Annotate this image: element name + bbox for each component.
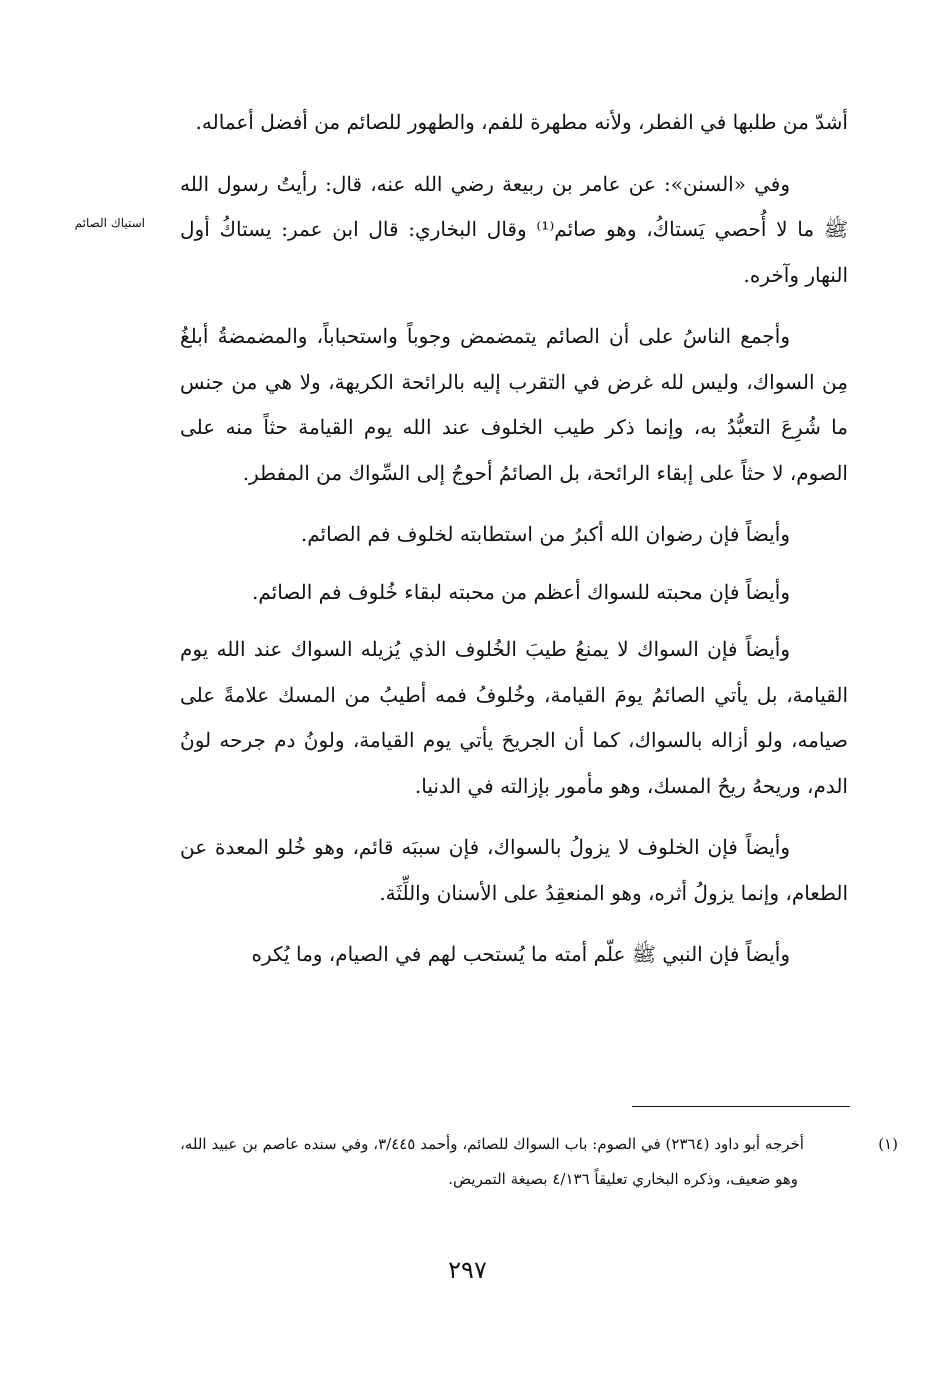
paragraph-8: وأيضاً فإن النبي ﷺ علّم أمته ما يُستحب لهم في الصيام، وما يُكره: [251, 942, 790, 966]
paragraph-5: وأيضاً فإن محبته للسواك أعظم من محبته لبقاء خُلوف فم الصائم.: [251, 579, 790, 604]
paragraph-4: وأيضاً فإن رضوان الله أكبرُ من استطابته لخلوف فم الصائم.: [300, 522, 790, 546]
paragraph-2: وفي «السنن»: عن عامر بن ربيعة رضي الله عنه، قال: رأيتُ رسول الله ﷺ ما لا أُحصي يَستاكُ، وهو صائم⁽¹⁾ وقال البخاري: قال ابن عمر: يستاكُ أول النهار وآخره.: [180, 171, 848, 287]
footnote-number: (١): [878, 1135, 898, 1153]
body-text: [180, 100, 848, 994]
paragraph-7: وأيضاً فإن الخلوف لا يزولُ بالسواك، فإن سببَه قائم، وهو خُلو المعدة عن الطعام، وإنما يزولُ أثره، وهو المنعقِدُ على الأسنان واللِّثَة.: [180, 835, 848, 905]
paragraph-6: وأيضاً فإن السواك لا يمنعُ طيبَ الخُلوف الذي يُزيله السواك عند الله يوم القيامة، بل يأتي الصائمُ يومَ القيامة، وخُلوفُ فمه أطيبُ من المسك علامةً على صيامه، ولو أزاله بالسواك، كما أن الجريحَ يأتي يوم القيامة، ولونُ دم جرحه لونُ الدم، وريحهُ ريحُ المسك، وهو مأمور بإزالته في الدنيا.: [180, 637, 848, 798]
paragraph-3: وأجمع الناسُ على أن الصائم يتمضمض وجوباً واستحباباً، والمضمضةُ أبلغُ مِن السواك، وليس لله غرض في التقرب إليه بالرائحة الكريهة، ولا هي من جنس ما شُرِعَ التعبُّدُ به، وإنما ذكر طيب الخلوف عند الله يوم القيامة حثاً منه على الصوم، لا حثاً على إبقاء الرائحة، بل الصائمُ أحوجُ إلى السِّواك من المفطر.: [180, 324, 848, 485]
footnote: [180, 1127, 898, 1197]
page-number: ٢٩٧: [448, 1256, 487, 1284]
margin-note: استياك الصائم: [74, 216, 145, 230]
footnote-text: أخرجه أبو داود (٢٣٦٤) في الصوم: باب السواك للصائم، وأحمد ٣/٤٤٥، وفي سنده عاصم بن عبيد الله، وهو ضعيف، وذكره البخاري تعليقاً ٤/١٣٦ بصيغة التمريض.: [180, 1135, 804, 1188]
footnote-divider: [632, 1106, 850, 1107]
paragraph-1: أشدّ من طلبها في الفطر، ولأنه مطهرة للفم، والطهور للصائم من أفضل أعماله.: [195, 110, 848, 134]
